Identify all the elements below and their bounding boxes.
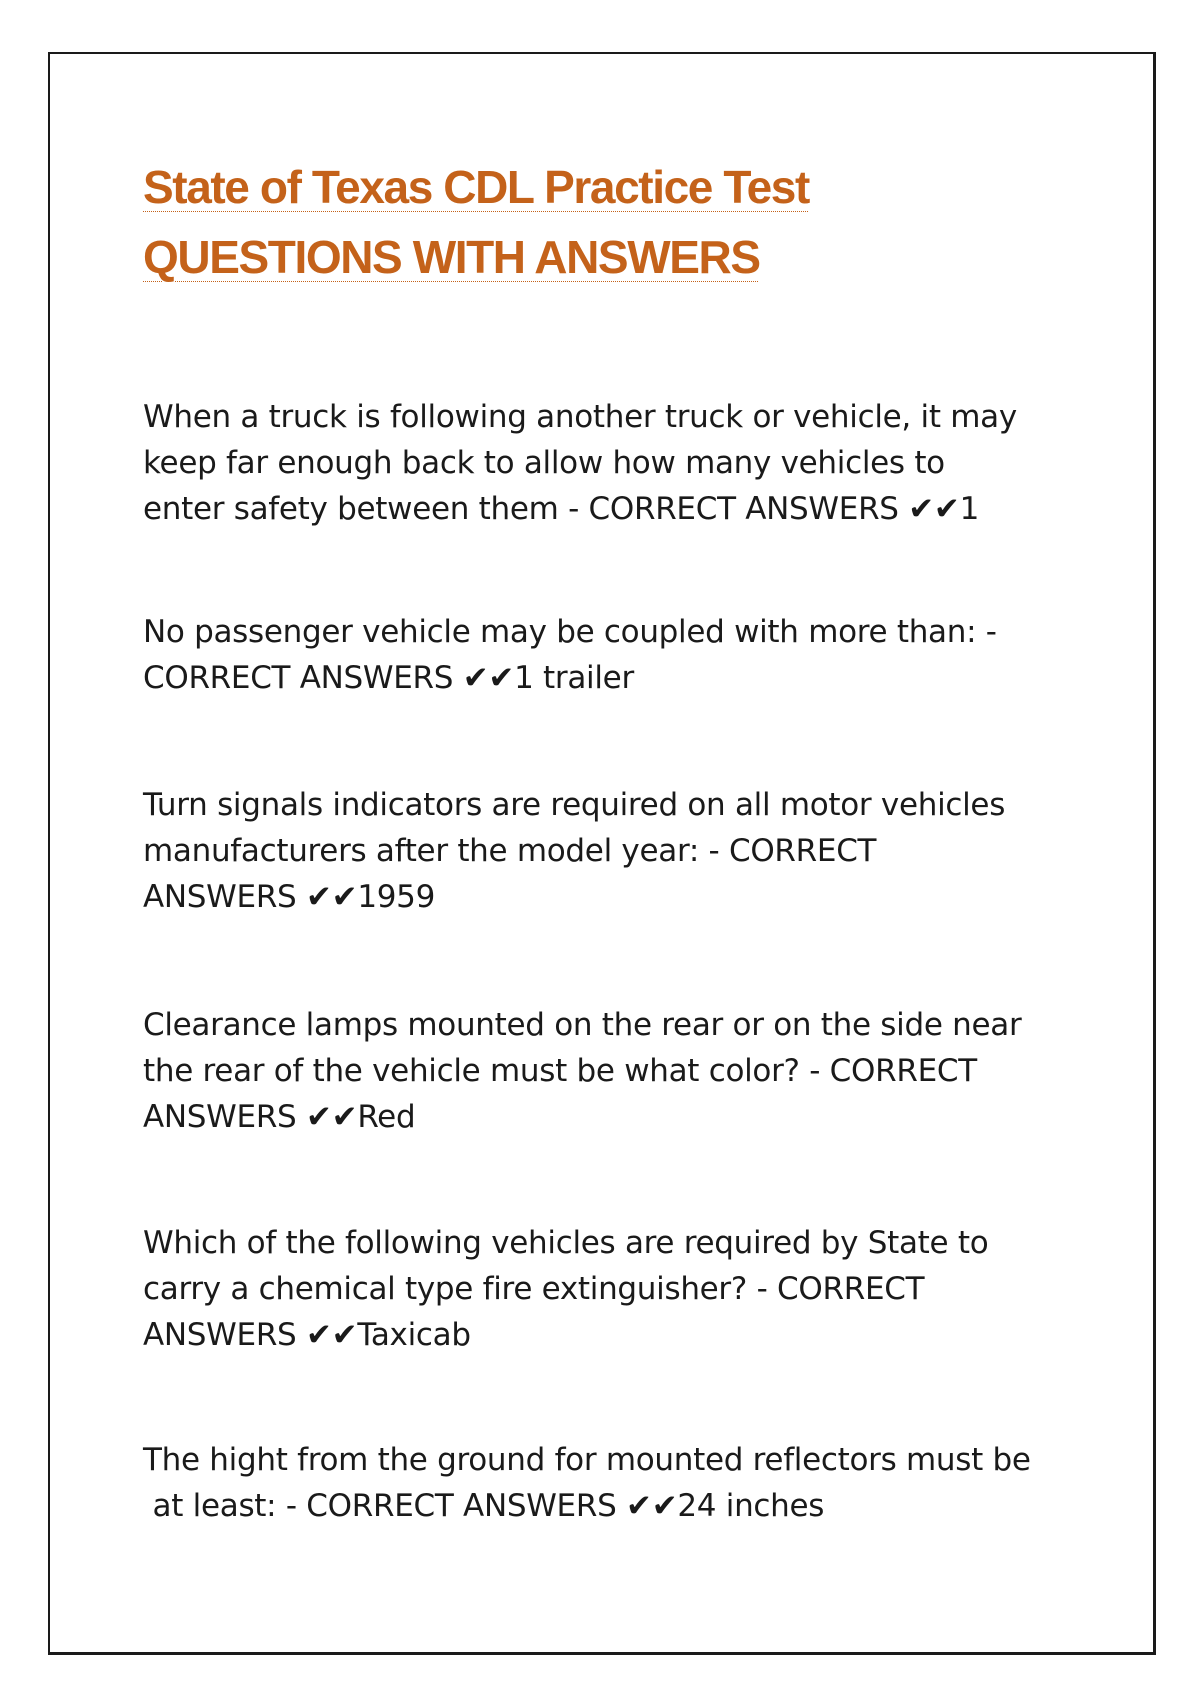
qa-line: No passenger vehicle may be coupled with more than: -	[143, 614, 997, 650]
qa-line: When a truck is following another truck or vehicle, it may	[143, 399, 1017, 435]
title-line-2: QUESTIONS WITH ANSWERS	[143, 231, 760, 283]
qa-line: Which of the following vehicles are required by State to	[143, 1225, 989, 1261]
document-title	[143, 152, 1043, 292]
qa-line: at least: - CORRECT ANSWERS ✔✔24 inches	[143, 1488, 825, 1524]
qa-line: ANSWERS ✔✔1959	[143, 879, 436, 915]
qa-line: ANSWERS ✔✔Taxicab	[143, 1317, 471, 1353]
title-line-1: State of Texas CDL Practice Test	[143, 161, 809, 213]
qa-item-fire-extinguisher	[143, 1220, 1103, 1358]
qa-line: Turn signals indicators are required on all motor vehicles	[143, 787, 1006, 823]
qa-line: Clearance lamps mounted on the rear or on the side near	[143, 1007, 1022, 1043]
qa-line: manufacturers after the model year: - CORRECT	[143, 833, 877, 869]
qa-item-turn-signals	[143, 782, 1103, 920]
qa-line: The hight from the ground for mounted reflectors must be	[143, 1442, 1031, 1478]
qa-item-reflector-height	[143, 1437, 1103, 1529]
qa-item-passenger-trailer	[143, 609, 1103, 701]
qa-line: the rear of the vehicle must be what color? - CORRECT	[143, 1053, 977, 1089]
qa-line: keep far enough back to allow how many vehicles to	[143, 445, 945, 481]
qa-line: carry a chemical type fire extinguisher? - CORRECT	[143, 1271, 925, 1307]
document-page	[48, 52, 1156, 1655]
qa-line: enter safety between them - CORRECT ANSWERS ✔✔1	[143, 491, 980, 527]
qa-item-following-distance	[143, 394, 1103, 532]
qa-line: ANSWERS ✔✔Red	[143, 1099, 416, 1135]
qa-line: CORRECT ANSWERS ✔✔1 trailer	[143, 660, 634, 696]
qa-item-clearance-lamps	[143, 1002, 1103, 1140]
